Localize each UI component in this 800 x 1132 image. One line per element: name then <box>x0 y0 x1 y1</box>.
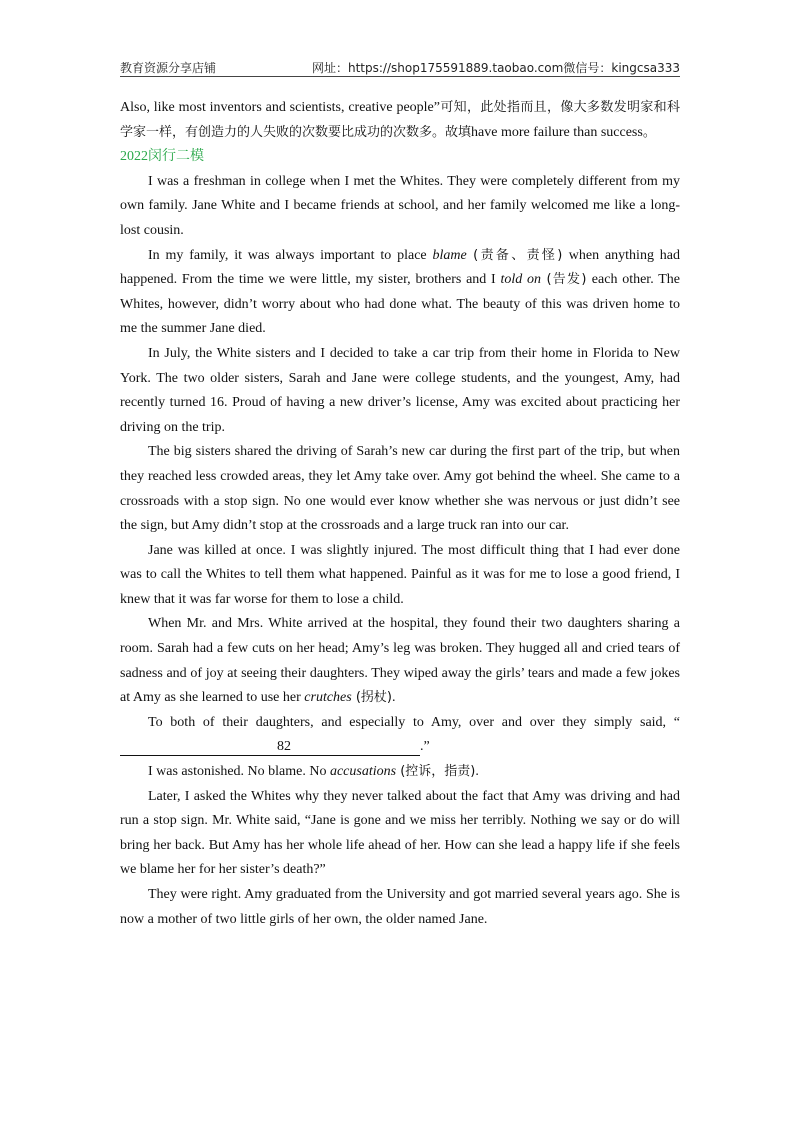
passage-paragraph-7 <box>120 711 680 760</box>
p7-text-b: .” <box>420 739 430 755</box>
p6-gloss-crutches: (拐杖) <box>351 690 392 706</box>
intro-paragraph <box>120 96 680 145</box>
p8-gloss-accusations: (控诉，指责) <box>396 764 476 780</box>
passage-paragraph-2 <box>120 244 680 342</box>
passage-paragraph-5: Jane was killed at once. I was slightly injured. The most difficult thing that I had ever done was to call the Whites to tell them what happened. Painful as it was for me to lose a good friend, I knew that it was far worse for them to lose a child. <box>120 542 680 607</box>
p8-text-a: I was astonished. No blame. No <box>148 764 330 780</box>
passage-paragraph-8 <box>120 760 680 785</box>
header-website: 网址：https://shop175591889.taobao.com <box>312 61 564 75</box>
passage-paragraph-4: The big sisters shared the driving of Sarah’s new car during the first part of the trip, but when they reached less crowded areas, they let Amy take over. Amy got behind the wheel. She came to a crossroads with a stop sign. No one would ever know whether she was nervous or just didn’t see the sign, but Amy didn’t stop at the crossroads and a large truck ran into our car. <box>120 444 680 534</box>
p2-term-told-on: told on <box>500 272 542 288</box>
p6-text-a: When Mr. and Mrs. White arrived at the hospital, they found their two daughters sharing a room. Sarah had a few cuts on her head; Amy’s leg was broken. They hugged all and cried tears of sadness and of joy at seeing their daughters. They wiped away the girls’ tears and made a few jokes at Amy as she learned to use her <box>120 616 680 706</box>
header-wechat: 微信号：kingcsa333 <box>563 61 680 75</box>
p6-text-d: . <box>392 690 396 706</box>
p2-gloss-told-on: (告发) <box>541 272 592 288</box>
passage-paragraph-10: They were right. Amy graduated from the University and got married several years ago. She is now a mother of two little girls of her own, the older named Jane. <box>120 887 680 927</box>
p2-gloss-blame: (责备、责怪) <box>466 247 569 263</box>
p7-text-a: To both of their daughters, and especially to Amy, over and over they simply said, “ <box>148 714 680 730</box>
p6-term-crutches: crutches <box>304 690 352 706</box>
document-body <box>120 96 680 932</box>
p2-term-blame: blame <box>432 247 467 263</box>
intro-english-1: Also, like most inventors and scientists, creative people” <box>120 100 440 115</box>
header-shop-name: 教育资源分享店铺 <box>120 61 217 75</box>
passage-paragraph-9: Later, I asked the Whites why they never talked about the fact that Amy was driving and had run a stop sign. Mr. White said, “Jane is gone and we miss her terribly. Nothing we say or do will bring her back. But Amy has her whole life ahead of her. How can she lead a happy life if she feels we blame her for her sister’s death?” <box>120 788 680 878</box>
section-label: 2022闵行二模 <box>120 149 204 165</box>
blank-82[interactable]: 82 <box>120 739 420 756</box>
p2-text-a: In my family, it was always important to place <box>148 247 433 263</box>
p2-text-g: each other. The Whites, however, didn’t worry about who had done what. The beauty of this was driven home to me the summer Jane died. <box>120 272 680 337</box>
p8-term-accusations: accusations <box>329 764 397 780</box>
p2-text-d: when anything had happened. From the time we were little, my sister, brothers and I <box>120 247 680 288</box>
passage-paragraph-6 <box>120 612 680 710</box>
intro-period: 。 <box>642 124 656 140</box>
passage-paragraph-3: In July, the White sisters and I decided to take a car trip from their home in Florida to New York. The two older sisters, Sarah and Jane were college students, and the youngest, Amy, had recently turned 16. Proud of having a new driver’s license, Amy was excited about practicing her driving on the trip. <box>120 345 680 435</box>
passage-paragraph-1: I was a freshman in college when I met the Whites. They were completely different from my own family. Jane White and I became friends at school, and her family welcomed me like a long-lost cousin. <box>120 173 680 238</box>
p8-text-d: . <box>475 764 479 780</box>
page-header <box>120 56 680 77</box>
intro-chinese: 可知，此处指而且，像大多数发明家和科学家一样，有创造力的人失败的次数要比成功的次数多。故填 <box>120 100 680 140</box>
intro-english-2: have more failure than success <box>471 124 643 140</box>
